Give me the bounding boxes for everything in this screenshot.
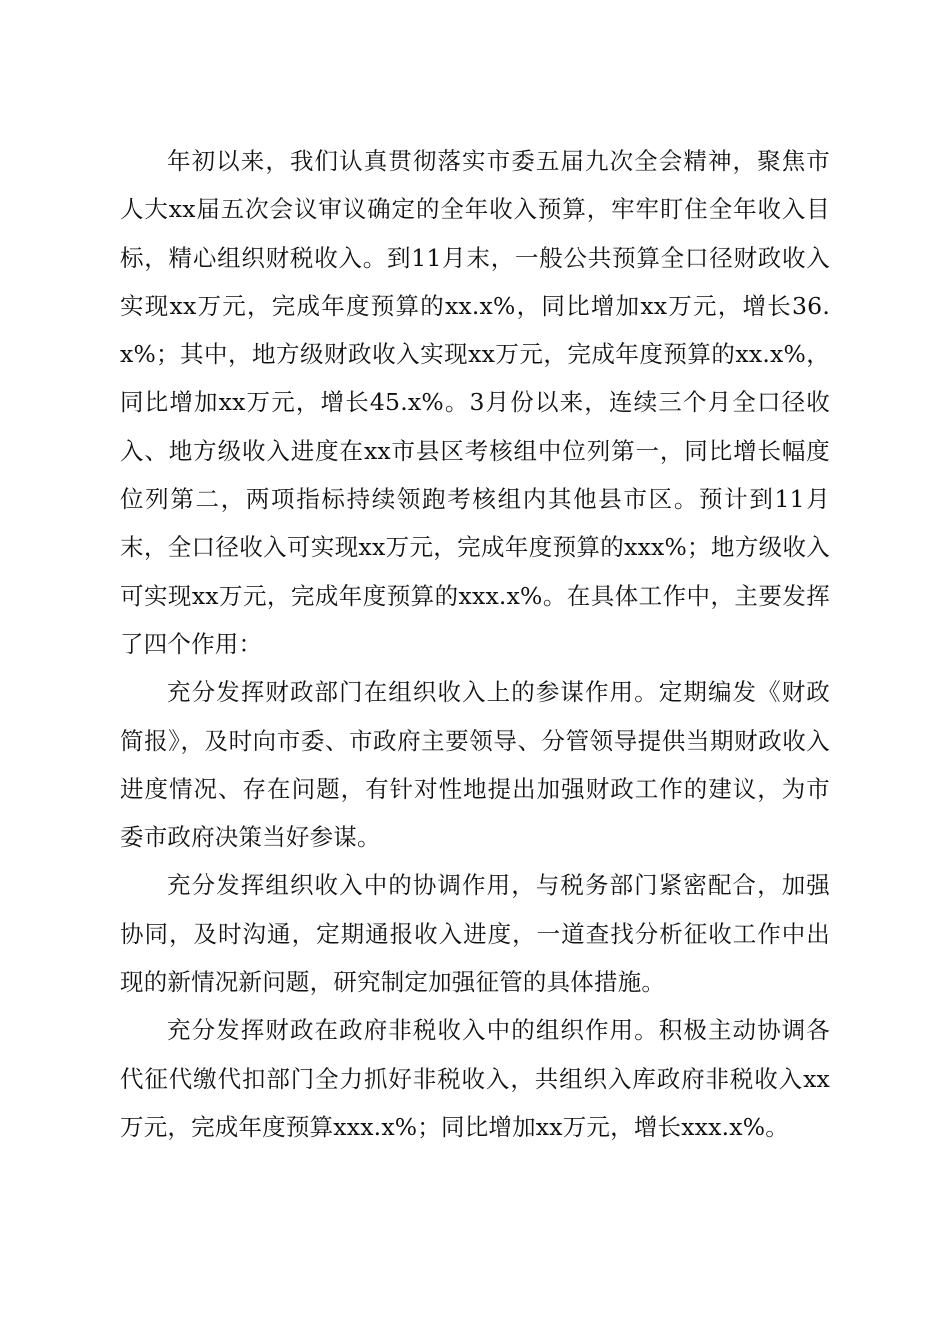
paragraph-coordination-role: 充分发挥组织收入中的协调作用，与税务部门紧密配合，加强协同，及时沟通，定期通报收入进度，一道查找分析征收工作中出现的新情况新问题，研究制定加强征管的具体措施。 [120, 871, 830, 997]
paragraph-revenue-overview: 年初以来，我们认真贯彻落实市委五届九次全会精神，聚焦市人大xx届五次会议审议确定的全年收入预算，牢牢盯住全年收入目标，精心组织财税收入。到11月末，一般公共预算全口径财政收入实现xx万元，完成年度预算的xx.x%，同比增加xx万元，增长36.x%；其中，地方级财政收入实现xx万元，完成年度预算的xx.x%，同比增加xx万元，增长45.x%。3月份以来，连续三个月全口径收入、地方级收入进度在xx市县区考核组中位列第一，同比增长幅度位列第二，两项指标持续领跑考核组内其他县市区。预计到11月末，全口径收入可实现xx万元，完成年度预算的xxx%；地方级收入可实现xx万元，完成年度预算的xxx.x%。在具体工作中，主要发挥了四个作用： [120, 147, 830, 658]
document-body [120, 137, 830, 1151]
paragraph-non-tax-revenue: 充分发挥财政在政府非税收入中的组织作用。积极主动协调各代征代缴代扣部门全力抓好非税收入，共组织入库政府非税收入xx万元，完成年度预算xxx.x%；同比增加xx万元，增长xxx.x%。 [120, 1016, 830, 1141]
paragraph-advisory-role: 充分发挥财政部门在组织收入上的参谋作用。定期编发《财政简报》，及时向市委、市政府主要领导、分管领导提供当期财政收入进度情况、存在问题，有针对性地提出加强财政工作的建议，为市委市政府决策当好参谋。 [120, 678, 830, 852]
